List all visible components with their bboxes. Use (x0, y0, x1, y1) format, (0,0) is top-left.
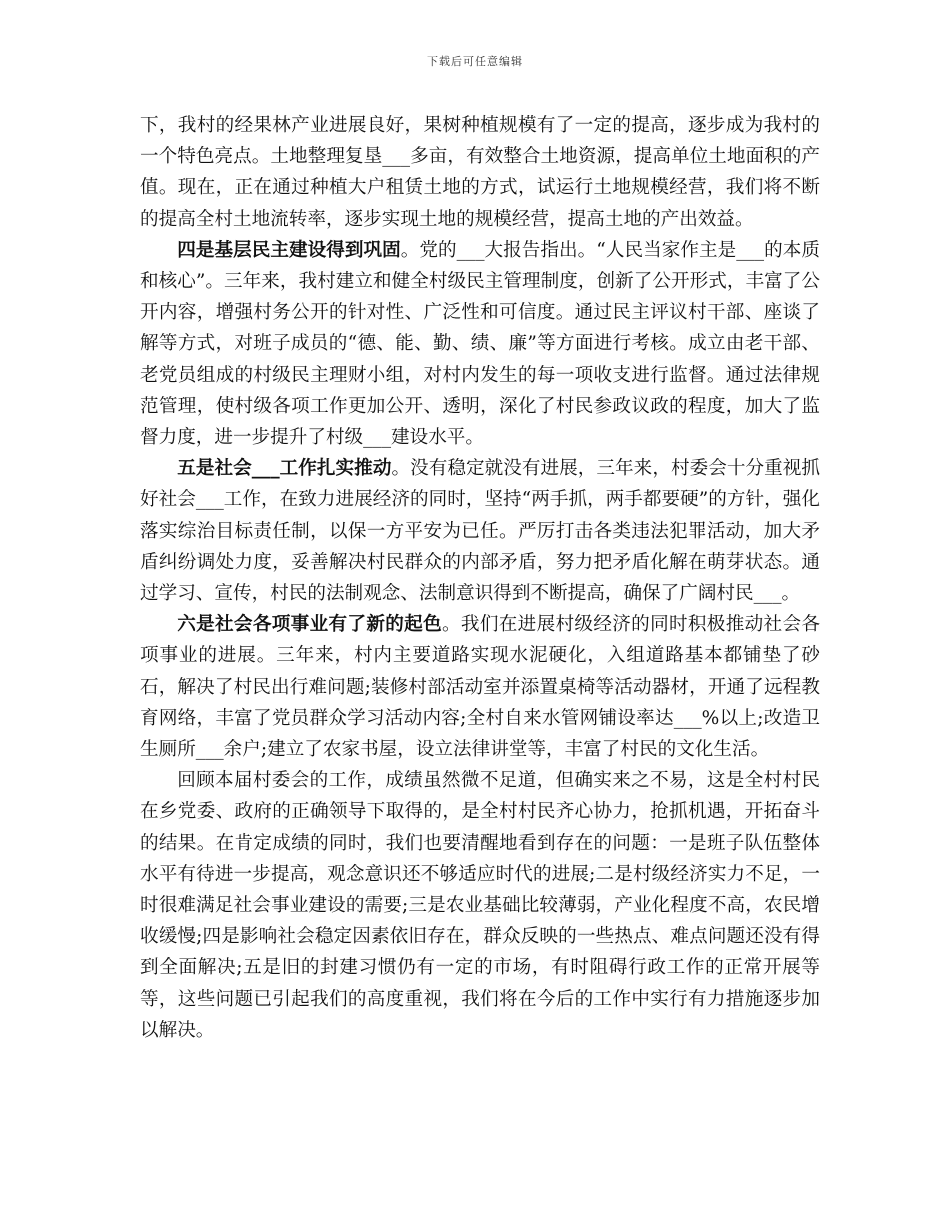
paragraph-text: 。党的___大报告指出。“人民当家作主是___的本质和核心”。三年来，我村建立和健全村级民主管理制度，创新了公开形式，丰富了公开内容，增强村务公开的针对性、广泛性和可信度。通过民主评议村干部、座谈了解等方式，对班子成员的“德、能、勤、绩、廉”等方面进行考核。成立由老干部、老党员组成的村级民主理财小组，对村内发生的每一项收支进行监督。通过法律规范管理，使村级各项工作更加公开、透明，深化了村民参政议政的程度，加大了监督力度，进一步提升了村级___建设水平。 (140, 239, 820, 449)
page-header: 下载后可任意编辑 (427, 55, 523, 68)
paragraph-social-stability (140, 453, 820, 609)
paragraph-review (140, 765, 820, 1046)
paragraph-heading: 四是基层民主建设得到巩固 (177, 239, 401, 261)
paragraph-heading: 六是社会各项事业有了新的起色 (177, 614, 442, 636)
paragraph-social-undertakings (140, 609, 820, 765)
paragraph-text: 回顾本届村委会的工作，成绩虽然微不足道，但确实来之不易，这是全村村民在乡党委、政府的正确领导下取得的，是全村村民齐心协力，抢抓机遇，开拓奋斗的结果。在肯定成绩的同时，我们也要清醒地看到存在的问题：一是班子队伍整体水平有待进一步提高，观念意识还不够适应时代的进展;二是村级经济实力不足，一时很难满足社会事业建设的需要;三是农业基础比较薄弱，产业化程度不高，农民增收缓慢;四是影响社会稳定因素依旧存在，群众反映的一些热点、难点问题还没有得到全面解决;五是旧的封建习惯仍有一定的市场，有时阻碍行政工作的正常开展等等，这些问题已引起我们的高度重视，我们将在今后的工作中实行有力措施逐步加以解决。 (140, 770, 820, 1041)
document-body (140, 110, 820, 1046)
paragraph-democracy (140, 235, 820, 453)
paragraph-text: 。没有稳定就没有进展，三年来，村委会十分重视抓好社会___工作，在致力进展经济的同时，坚持“两手抓，两手都要硬”的方针，强化落实综治目标责任制，以保一方平安为已任。严厉打击各类违法犯罪活动，加大矛盾纠纷调处力度，妥善解决村民群众的内部矛盾，努力把矛盾化解在萌芽状态。通过学习、宣传，村民的法制观念、法制意识得到不断提高，确保了广阔村民___。 (140, 458, 820, 605)
paragraph-text: 。我们在进展村级经济的同时积极推动社会各项事业的进展。三年来，村内主要道路实现水泥硬化，入组道路基本都铺垫了砂石，解决了村民出行难问题;装修村部活动室并添置桌椅等活动器材，开通了远程教育网络，丰富了党员群众学习活动内容;全村自来水管网铺设率达___%以上;改造卫生厕所___余户;建立了农家书屋，设立法律讲堂等，丰富了村民的文化生活。 (140, 614, 820, 761)
paragraph-heading: 五是社会___工作扎实推动 (177, 458, 392, 480)
paragraph-text: 下，我村的经果林产业进展良好，果树种植规模有了一定的提高，逐步成为我村的一个特色亮点。土地整理复垦___多亩，有效整合土地资源，提高单位土地面积的产值。现在，正在通过种植大户租赁土地的方式，试运行土地规模经营，我们将不断的提高全村土地流转率，逐步实现土地的规模经营，提高土地的产出效益。 (140, 115, 820, 230)
paragraph-continued (140, 110, 820, 235)
